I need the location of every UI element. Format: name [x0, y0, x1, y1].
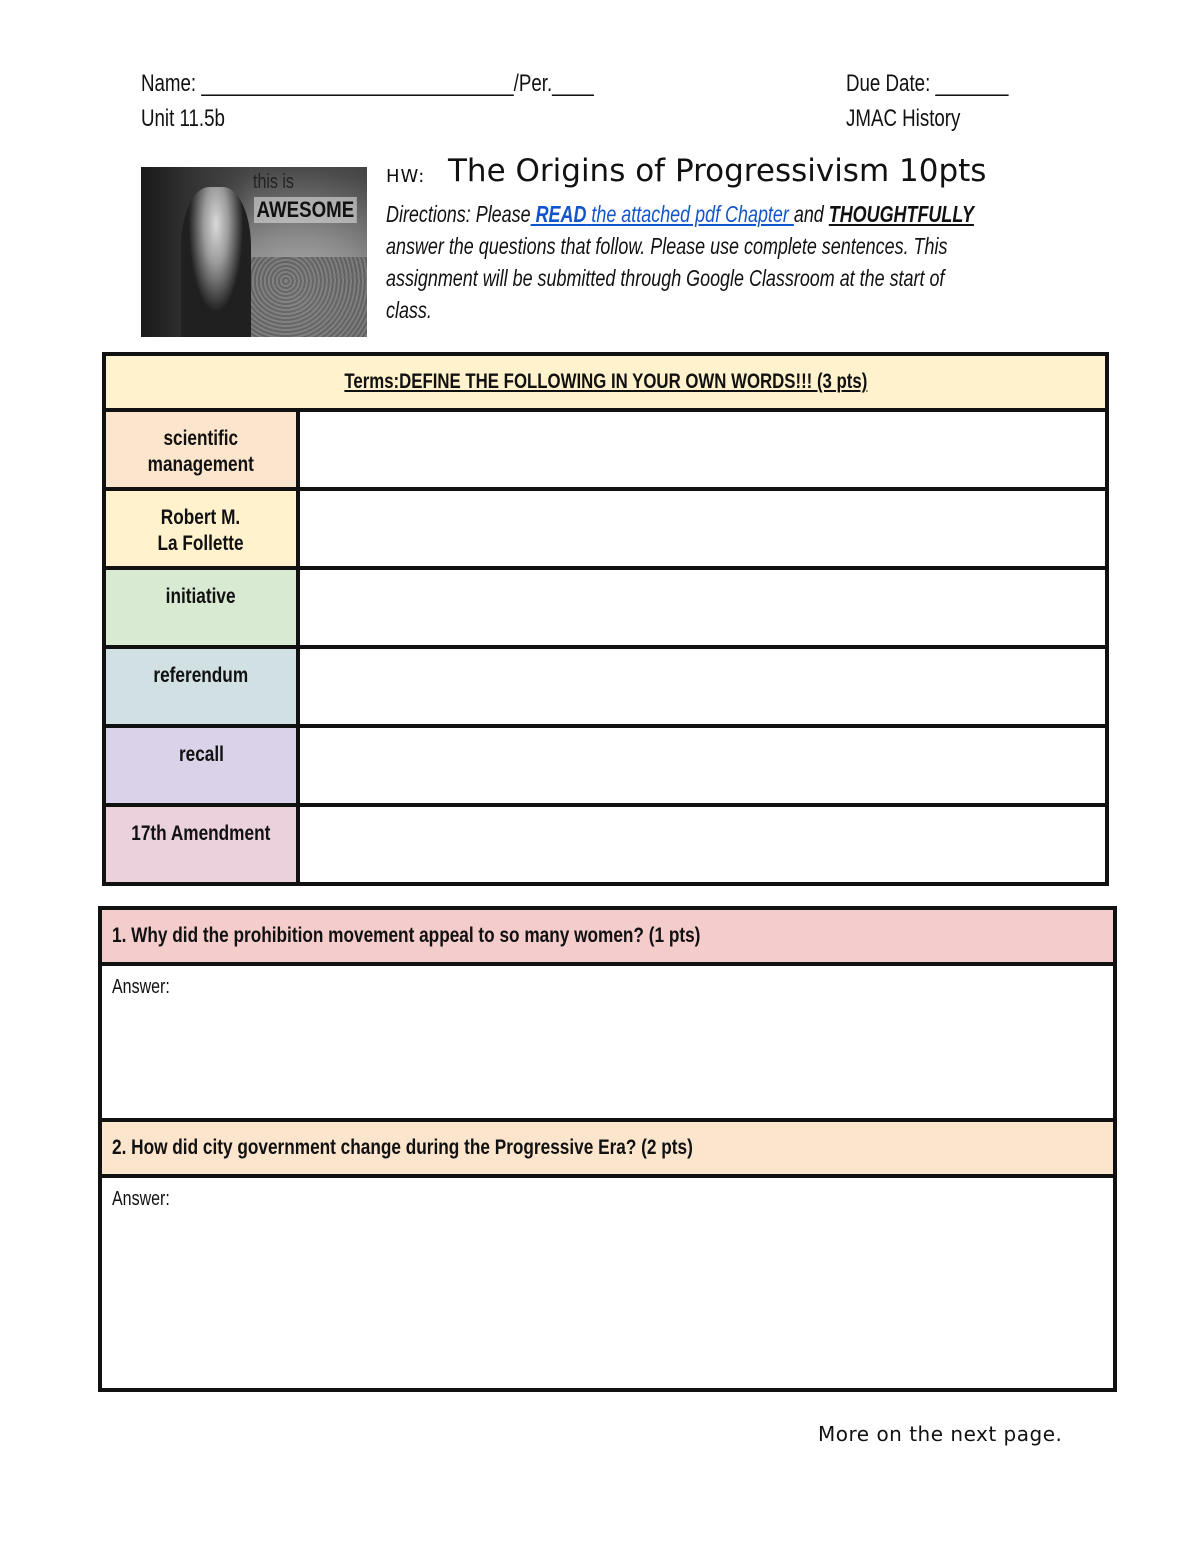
term-label-cell	[106, 570, 300, 645]
term-definition-cell[interactable]	[300, 491, 1105, 566]
directions-strong: THOUGHTFULLY	[828, 201, 974, 227]
term-label: recall	[178, 743, 224, 766]
directions-prefix: Directions: Please	[386, 201, 531, 227]
awesome-meme-image	[141, 167, 367, 337]
term-label: initiative	[166, 585, 236, 608]
terms-heading-text: Terms:DEFINE THE FOLLOWING IN YOUR OWN WORDS!!! (3 pts)	[344, 370, 867, 393]
directions-and: and	[793, 201, 829, 227]
term-row	[106, 649, 1105, 728]
question-2-answer-label: Answer:	[112, 1188, 170, 1210]
question-2-answer-area[interactable]	[102, 1178, 1113, 1388]
term-row	[106, 570, 1105, 649]
term-definition-cell[interactable]	[300, 807, 1105, 882]
term-label: scientific management	[147, 427, 255, 476]
term-row	[106, 491, 1105, 570]
questions-table	[98, 906, 1117, 1392]
term-label: referendum	[153, 664, 249, 687]
term-definition-cell[interactable]	[300, 570, 1105, 645]
term-label: Robert M. La Follette	[157, 506, 245, 555]
hw-label: HW:	[386, 166, 426, 187]
term-row	[106, 728, 1105, 807]
image-caption-bottom: AWESOME	[254, 197, 357, 223]
term-label-cell	[106, 412, 300, 487]
term-label-cell	[106, 491, 300, 566]
unit-label: Unit 11.5b	[141, 105, 225, 132]
name-period-line: Name: ______________________________/Per.____	[141, 70, 594, 97]
due-date-line: Due Date: _______	[846, 70, 1009, 97]
term-definition-cell[interactable]	[300, 412, 1105, 487]
directions	[386, 198, 994, 326]
question-1-answer-label: Answer:	[112, 976, 170, 998]
footer-note: More on the next page.	[818, 1422, 1063, 1446]
course-label: JMAC History	[846, 105, 961, 132]
question-2-header	[102, 1122, 1113, 1178]
question-2-prompt: 2. How did city government change during the Progressive Era? (2 pts)	[112, 1136, 693, 1159]
term-definition-cell[interactable]	[300, 649, 1105, 724]
terms-heading	[106, 356, 1105, 412]
image-caption-top: this is	[253, 171, 294, 193]
term-label-cell	[106, 807, 300, 882]
chapter-link-strong[interactable]: READ	[530, 201, 587, 227]
term-label-cell	[106, 728, 300, 803]
term-label-cell	[106, 649, 300, 724]
terms-table	[102, 352, 1109, 886]
directions-rest: answer the questions that follow. Please use complete sentences. This assignment will be submitted through Google Classroom at the start of class.	[386, 233, 948, 323]
term-definition-cell[interactable]	[300, 728, 1105, 803]
question-1-header	[102, 910, 1113, 966]
term-row	[106, 807, 1105, 882]
term-label: 17th Amendment	[131, 822, 271, 845]
assignment-title: The Origins of Progressivism 10pts	[448, 153, 987, 189]
term-row	[106, 412, 1105, 491]
question-1-answer-area[interactable]	[102, 966, 1113, 1122]
chapter-link[interactable]	[531, 201, 794, 227]
chapter-link-rest[interactable]: the attached pdf Chapter	[586, 201, 794, 227]
question-1-prompt: 1. Why did the prohibition movement appeal to so many women? (1 pts)	[112, 924, 701, 947]
